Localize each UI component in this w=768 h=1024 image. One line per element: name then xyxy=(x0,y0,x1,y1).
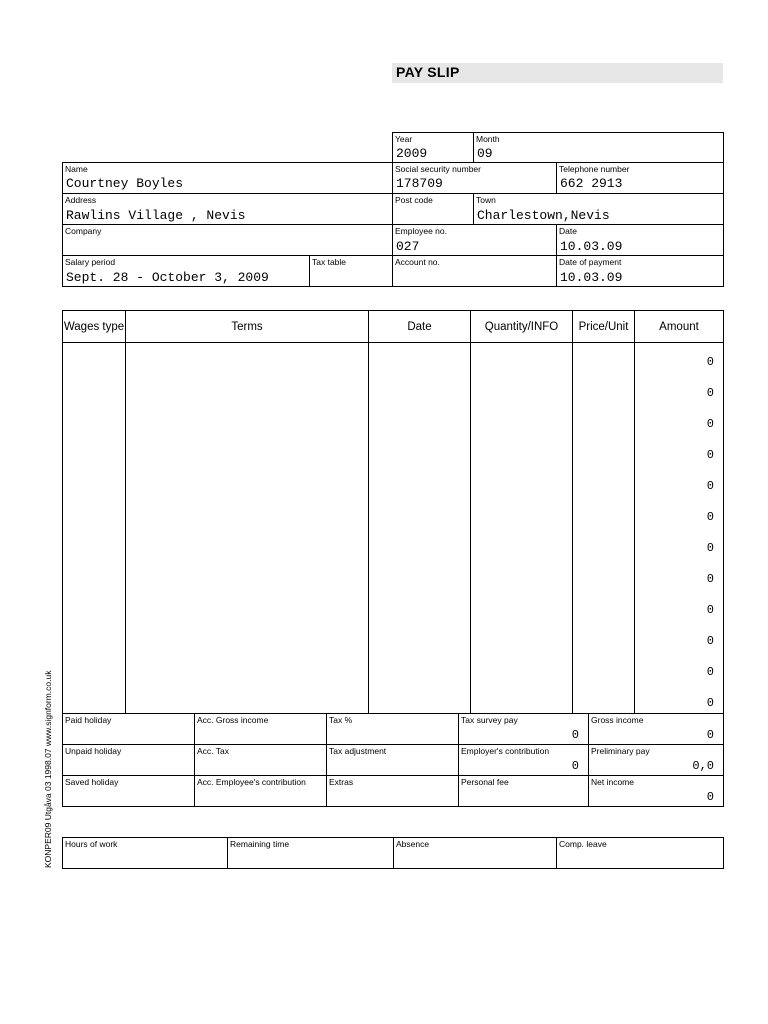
name-field: Name Courtney Boyles xyxy=(62,162,393,194)
gross-income-value: 0 xyxy=(706,728,714,742)
hours-of-work-field: Hours of work xyxy=(62,837,228,869)
town-field: Town Charlestown,Nevis xyxy=(473,193,724,225)
paid-holiday-field: Paid holiday xyxy=(62,713,195,745)
address-field: Address Rawlins Village , Nevis xyxy=(62,193,393,225)
amount-value: 0 xyxy=(706,634,714,648)
col-quantity: Quantity/INFO xyxy=(471,311,573,343)
employee-no-value: 027 xyxy=(396,239,420,254)
absence-field: Absence xyxy=(393,837,557,869)
personal-fee-field: Personal fee xyxy=(458,775,589,807)
amount-value: 0 xyxy=(706,355,714,369)
column-divider xyxy=(634,311,635,713)
acc-tax-field: Acc. Tax xyxy=(194,744,327,776)
employee-no-field: Employee no. 027 xyxy=(392,224,557,256)
amount-value: 0 xyxy=(706,479,714,493)
gross-income-field: Gross income 0 xyxy=(588,713,724,745)
wages-table-header xyxy=(63,311,723,343)
account-no-field: Account no. xyxy=(392,255,557,287)
address-value: Rawlins Village , Nevis xyxy=(66,208,246,223)
postcode-field: Post code xyxy=(392,193,474,225)
col-amount: Amount xyxy=(659,321,699,333)
payment-date-field: Date of payment 10.03.09 xyxy=(556,255,724,287)
extras-field: Extras xyxy=(326,775,459,807)
tax-survey-pay-field: Tax survey pay 0 xyxy=(458,713,589,745)
tax-adjustment-field: Tax adjustment xyxy=(326,744,459,776)
tax-percent-field: Tax % xyxy=(326,713,459,745)
comp-leave-field: Comp. leave xyxy=(556,837,724,869)
date-value: 10.03.09 xyxy=(560,239,623,254)
col-price: Price/Unit xyxy=(573,311,635,343)
salary-period-value: Sept. 28 - October 3, 2009 xyxy=(66,270,269,285)
form-reference-text: KONPER09 Utgåva 03 1998.07 www.signform.co.uk xyxy=(43,670,53,868)
preliminary-pay-value: 0,0 xyxy=(692,759,714,773)
amount-value: 0 xyxy=(706,541,714,555)
wages-table xyxy=(62,310,724,714)
amount-value: 0 xyxy=(706,510,714,524)
ssn-field: Social security number 178709 xyxy=(392,162,557,194)
ssn-value: 178709 xyxy=(396,176,443,191)
year-field: Year 2009 xyxy=(392,132,474,163)
column-divider xyxy=(572,311,573,713)
column-divider xyxy=(368,311,369,713)
amount-value: 0 xyxy=(706,665,714,679)
employers-contribution-value: 0 xyxy=(571,759,579,773)
amount-value: 0 xyxy=(706,572,714,586)
saved-holiday-field: Saved holiday xyxy=(62,775,195,807)
employers-contribution-field: Employer's contribution 0 xyxy=(458,744,589,776)
company-field: Company xyxy=(62,224,393,256)
amount-value: 0 xyxy=(706,417,714,431)
tax-survey-pay-value: 0 xyxy=(571,728,579,742)
acc-employee-contribution-field: Acc. Employee's contribution xyxy=(194,775,327,807)
remaining-time-field: Remaining time xyxy=(227,837,394,869)
col-wages-type: Wages type xyxy=(63,311,126,343)
phone-value: 662 2913 xyxy=(560,176,623,191)
amount-value: 0 xyxy=(706,386,714,400)
col-date: Date xyxy=(369,311,471,343)
amount-value: 0 xyxy=(706,603,714,617)
acc-gross-income-field: Acc. Gross income xyxy=(194,713,327,745)
payment-date-value: 10.03.09 xyxy=(560,270,623,285)
column-divider xyxy=(125,311,126,713)
town-value: Charlestown,Nevis xyxy=(477,208,610,223)
net-income-value: 0 xyxy=(706,790,714,804)
year-value: 2009 xyxy=(396,146,428,161)
month-value: 09 xyxy=(477,146,493,161)
tax-table-field: Tax table xyxy=(309,255,393,287)
col-terms: Terms xyxy=(126,311,369,343)
phone-field: Telephone number 662 2913 xyxy=(556,162,724,194)
month-field: Month 09 xyxy=(473,132,724,163)
amount-value: 0 xyxy=(706,696,714,710)
unpaid-holiday-field: Unpaid holiday xyxy=(62,744,195,776)
salary-period-field: Salary period Sept. 28 - October 3, 2009 xyxy=(62,255,310,287)
date-field: Date 10.03.09 xyxy=(556,224,724,256)
preliminary-pay-field: Preliminary pay 0,0 xyxy=(588,744,724,776)
name-value: Courtney Boyles xyxy=(66,176,184,191)
amount-value: 0 xyxy=(706,448,714,462)
net-income-field: Net income 0 xyxy=(588,775,724,807)
column-divider xyxy=(470,311,471,713)
page-title: PAY SLIP xyxy=(396,64,460,80)
